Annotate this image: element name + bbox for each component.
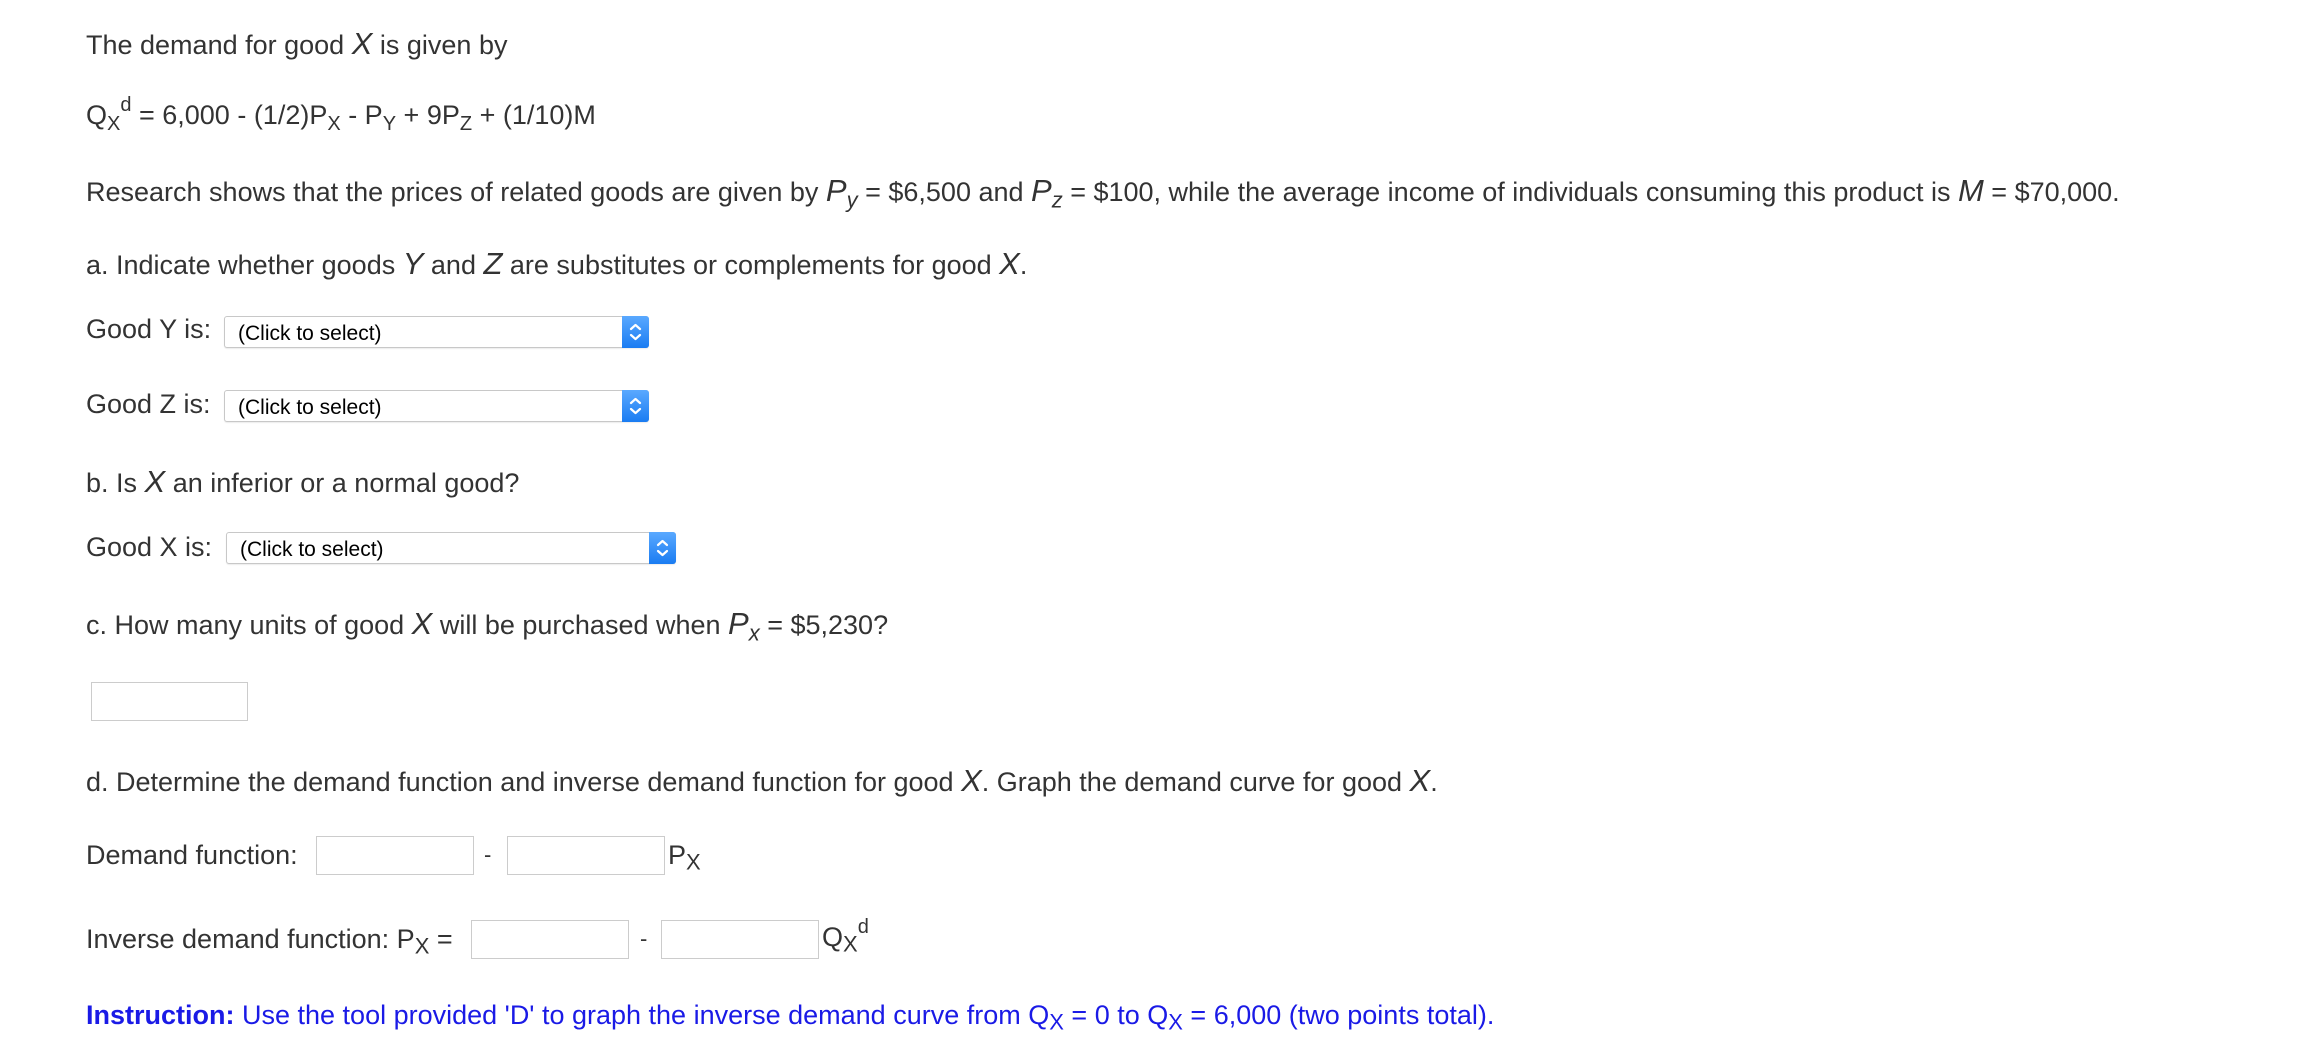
eq-part: Q: [86, 100, 108, 130]
eq-part: + 9P: [396, 100, 460, 130]
research-part: Research shows that the prices of related goods are given by: [86, 177, 826, 207]
intro-text: [86, 28, 507, 59]
instruction-part: Use the tool provided 'D' to graph the inverse demand curve from Q: [234, 1000, 1050, 1030]
good-y-label: Good Y is:: [86, 314, 212, 344]
instruction-bold: Instruction:: [86, 1000, 235, 1030]
select-stepper-icon: [622, 316, 649, 348]
qd-part: . Graph the demand curve for good: [981, 767, 1410, 797]
research-var: P: [825, 173, 847, 208]
qc-part: c. How many units of good: [86, 610, 412, 640]
qc-var: P: [728, 606, 749, 641]
inverse-demand-label: [86, 924, 453, 959]
inverse-suffix-sup: d: [857, 916, 869, 938]
qa-var: Z: [483, 246, 503, 281]
demand-suffix-part: P: [668, 840, 687, 870]
select-stepper-icon: [649, 532, 676, 564]
good-y-select-value: (Click to select): [238, 322, 382, 345]
good-x-select-value: (Click to select): [240, 538, 384, 561]
demand-function-label: Demand function:: [86, 840, 298, 870]
intro-part: is given by: [379, 30, 508, 60]
qc-var: X: [411, 606, 433, 641]
inverse-label-sub: X: [414, 933, 430, 959]
eq-sub: Y: [382, 113, 397, 135]
question-c: [86, 606, 889, 646]
qa-part: a. Indicate whether goods: [86, 250, 403, 280]
demand-suffix-sub: X: [686, 849, 701, 875]
demand-suffix: [668, 840, 701, 875]
qd-var: X: [961, 763, 982, 798]
qa-part: .: [1019, 250, 1028, 280]
qa-var: X: [999, 246, 1020, 281]
qc-part: will be purchased when: [432, 610, 729, 640]
intro-part: The demand for good: [86, 30, 345, 60]
eq-part: - P: [340, 100, 383, 130]
demand-intercept-input[interactable]: [316, 836, 474, 875]
inverse-slope-input[interactable]: [661, 920, 819, 959]
eq-sub: X: [107, 113, 121, 135]
qd-var: X: [1409, 763, 1431, 798]
intro-var: X: [351, 26, 373, 61]
inverse-suffix-sub: X: [843, 931, 858, 957]
inverse-minus: -: [640, 926, 648, 951]
research-sub: y: [846, 187, 858, 213]
demand-minus: -: [484, 842, 492, 867]
instruction-sub: X: [1049, 1009, 1064, 1035]
qa-var: Y: [402, 246, 424, 281]
qb-part: an inferior or a normal good?: [165, 468, 520, 498]
good-z-select[interactable]: [224, 390, 649, 422]
qc-sub: x: [748, 620, 760, 646]
eq-part: = 6,000 - (1/2)P: [131, 100, 328, 130]
qd-part: d. Determine the demand function and inverse demand function for good: [86, 767, 962, 797]
research-part: = $100, while the average income of individuals consuming this product is: [1062, 177, 1958, 207]
qc-part: = $5,230?: [759, 610, 889, 640]
eq-sup: d: [120, 94, 132, 116]
demand-equation: [86, 94, 596, 135]
research-var: P: [1031, 173, 1052, 208]
good-z-select-value: (Click to select): [238, 396, 382, 419]
research-sub: z: [1051, 187, 1063, 213]
qa-part: and: [423, 250, 484, 280]
eq-sub: Z: [459, 113, 473, 135]
research-part: = $6,500 and: [857, 177, 1032, 207]
inverse-label-part: =: [429, 924, 453, 954]
question-b: [86, 466, 519, 497]
instruction-text: [86, 1000, 1495, 1035]
qa-part: are substitutes or complements for good: [502, 250, 1000, 280]
qd-part: .: [1430, 767, 1438, 797]
instruction-sub: X: [1168, 1009, 1183, 1035]
research-text: [86, 173, 2120, 213]
select-stepper-icon: [622, 390, 649, 422]
good-y-select[interactable]: [224, 316, 649, 348]
question-a: [86, 248, 1027, 279]
qb-var: X: [144, 464, 166, 499]
inverse-suffix-part: Q: [822, 922, 844, 952]
good-x-select[interactable]: [226, 532, 676, 564]
eq-part: + (1/10)M: [472, 100, 596, 130]
instruction-part: = 0 to Q: [1063, 1000, 1169, 1030]
units-purchased-input[interactable]: [91, 682, 248, 721]
eq-sub: X: [327, 113, 341, 135]
instruction-part: = 6,000 (two points total).: [1182, 1000, 1495, 1030]
good-z-label: Good Z is:: [86, 389, 211, 419]
question-d: [86, 765, 1438, 796]
qb-part: b. Is: [86, 468, 145, 498]
inverse-suffix: [822, 916, 869, 957]
inverse-label-part: Inverse demand function: P: [86, 924, 415, 954]
inverse-intercept-input[interactable]: [471, 920, 629, 959]
research-var: M: [1957, 173, 1984, 208]
demand-slope-input[interactable]: [507, 836, 665, 875]
research-part: = $70,000.: [1983, 177, 2120, 207]
good-x-label: Good X is:: [86, 532, 213, 562]
